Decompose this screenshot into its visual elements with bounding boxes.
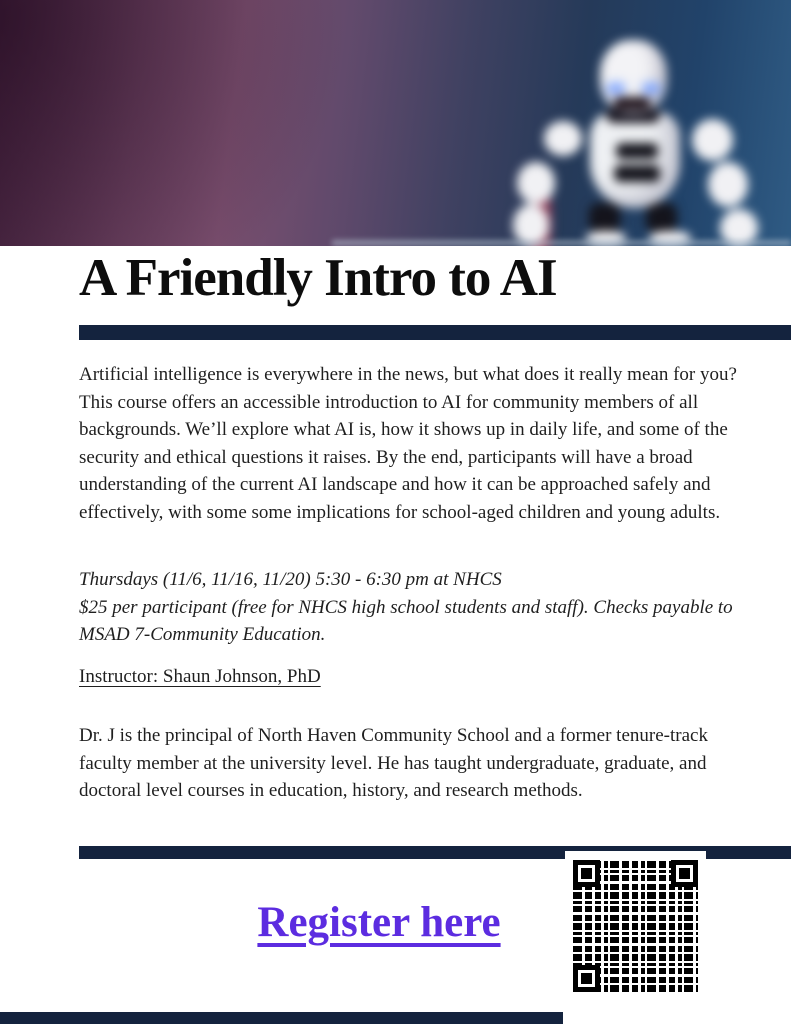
registration-qr-code xyxy=(565,851,706,1001)
robot-right-leg xyxy=(646,203,677,233)
robot-chest-bar xyxy=(616,143,658,159)
qr-finder-square xyxy=(573,860,600,887)
divider-bar-top xyxy=(79,325,791,340)
bio-paragraph: Dr. J is the principal of North Haven Community School and a former tenure-track faculty member at the university level. He has taught undergraduate, graduate, and doctoral level courses in education, history, and research methods. xyxy=(79,725,708,801)
hero-image xyxy=(0,0,791,246)
robot-right-elbow xyxy=(708,162,748,207)
robot-left-elbow xyxy=(517,162,555,204)
schedule-line-1: Thursdays (11/6, 11/16, 11/20) 5:30 - 6:30 pm at NHCS xyxy=(79,569,502,590)
robot-eye xyxy=(643,84,659,93)
robot-eye xyxy=(608,84,624,93)
qr-finder-square xyxy=(573,965,600,992)
robot-torso xyxy=(590,111,680,208)
page-title: A Friendly Intro to AI xyxy=(79,249,557,307)
qr-finder-square xyxy=(671,860,698,887)
robot-illustration xyxy=(500,35,760,246)
footer-bar xyxy=(0,1012,563,1024)
robot-chest-bar xyxy=(614,165,660,182)
schedule-details xyxy=(79,566,747,649)
robot-mouth xyxy=(614,97,650,110)
robot-right-shoulder xyxy=(692,119,733,161)
robot-left-leg xyxy=(589,203,620,233)
instructor-line: Instructor: Shaun Johnson, PhD xyxy=(79,666,321,687)
qr-code-icon xyxy=(573,860,698,992)
robot-left-shoulder xyxy=(544,121,582,156)
table-edge xyxy=(332,240,791,246)
register-link[interactable]: Register here xyxy=(257,899,501,946)
intro-paragraph: Artificial intelligence is everywhere in the news, but what does it really mean for you? This course offers an accessible introduction to AI for community members of all backgrounds. We’ll explore what AI is, how it shows up in daily life, and some of the security and ethical questions it raises. By the end, participants will have a broad understanding of the current AI landscape and how it can be approached safely and effectively, with some some implications for school-aged children and young adults. xyxy=(79,364,737,523)
schedule-line-2: $25 per participant (free for NHCS high school students and staff). Checks payable to MSAD 7-Community Education. xyxy=(79,596,733,645)
